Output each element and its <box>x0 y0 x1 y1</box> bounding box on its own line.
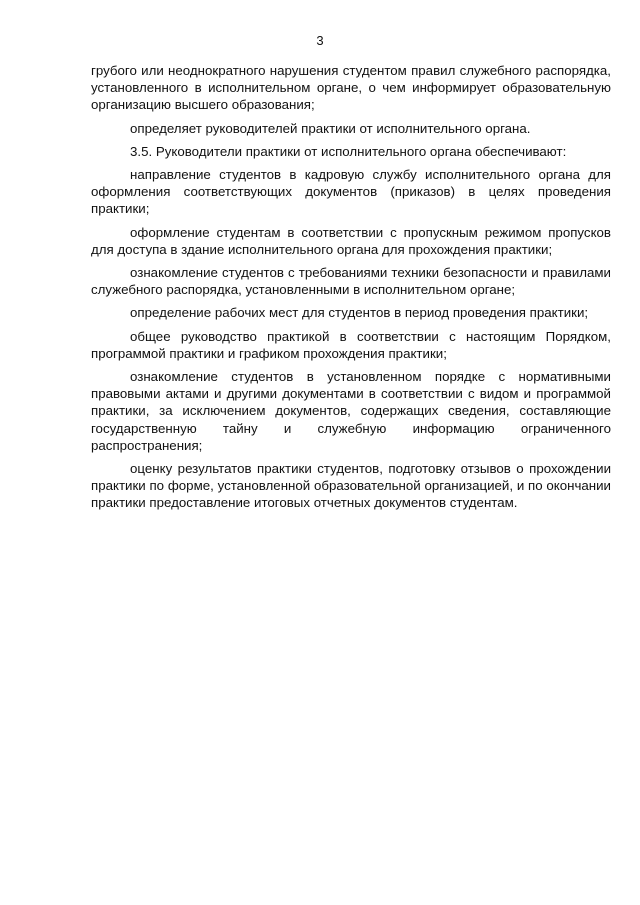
list-item: ознакомление студентов в установленном порядке с нормативными правовыми актами и другими документами в соответствии с видом и программой практики, за исключением документов, содержащих сведения, составляющие государственную тайну и служебную информацию ограниченного распространения; <box>91 369 611 453</box>
list-item: направление студентов в кадровую службу исполнительного органа для оформления соответствующих документов (приказов) в целях проведения практики; <box>91 167 611 217</box>
list-item: ознакомление студентов с требованиями техники безопасности и правилами служебного распорядка, установленными в исполнительном органе; <box>91 265 611 298</box>
section-heading: 3.5. Руководители практики от исполнительного органа обеспечивают: <box>130 143 567 159</box>
page-number: 3 <box>316 33 324 48</box>
list-item: оценку результатов практики студентов, подготовку отзывов о прохождении практики по форме, установленной образовательной организацией, и по окончании практики предоставление итоговых отчетных документов студентам. <box>91 461 611 511</box>
list-item: определение рабочих мест для студентов в период проведения практики; <box>130 305 589 321</box>
list-item: оформление студентам в соответствии с пропускным режимом пропусков для доступа в здание исполнительного органа для прохождения практики; <box>91 224 611 257</box>
paragraph-continuation: грубого или неоднократного нарушения студентом правил служебного распорядка, установленного в исполнительном органе, о чем информирует образовательную организацию высшего образования; <box>91 63 611 113</box>
document-body <box>91 62 611 518</box>
list-item: общее руководство практикой в соответствии с настоящим Порядком, программой практики и графиком прохождения практики; <box>91 328 611 361</box>
paragraph: определяет руководителей практики от исполнительного органа. <box>130 120 531 136</box>
